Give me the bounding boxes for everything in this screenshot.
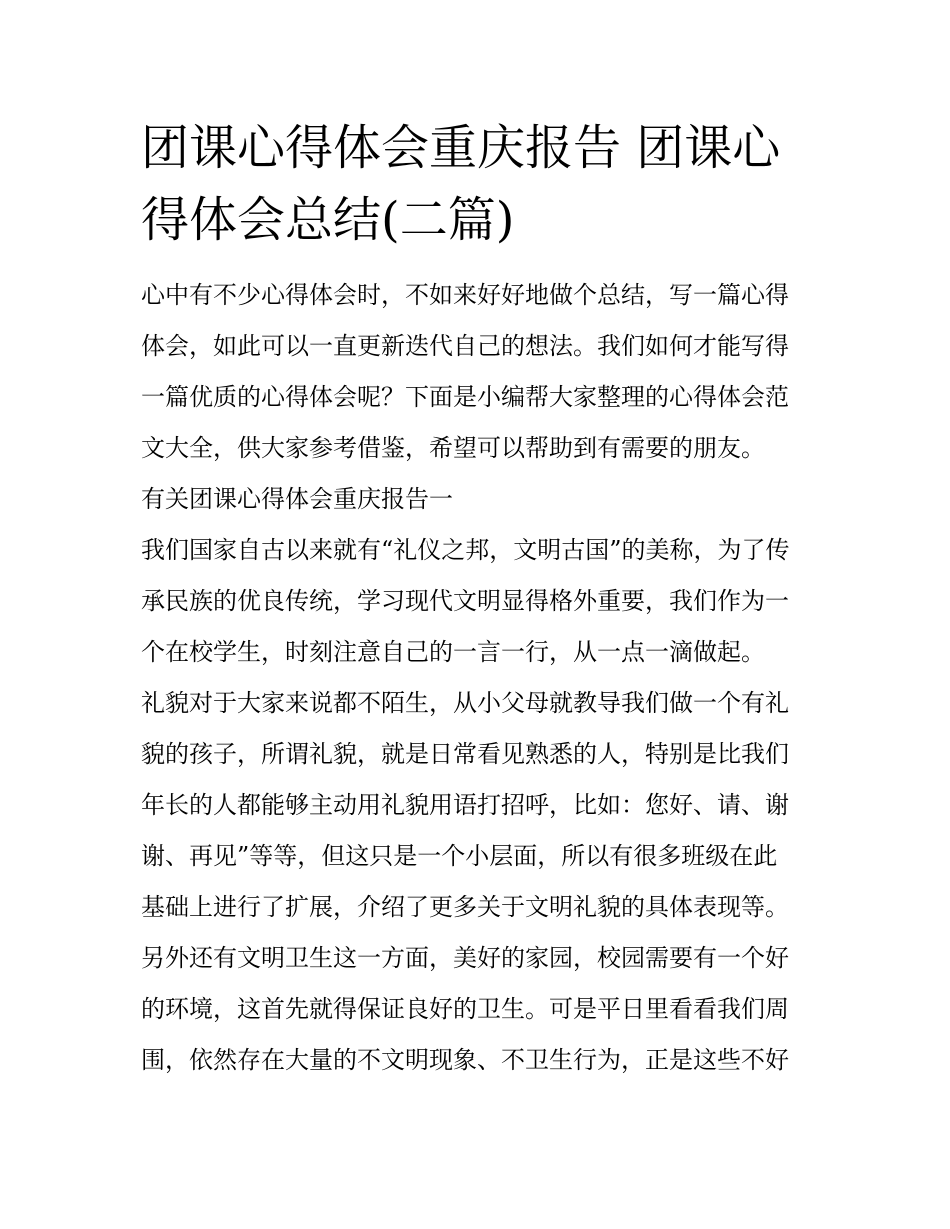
text-line: 年长的人都能够主动用礼貌用语打招呼，比如：您好、请、谢 [141, 791, 789, 819]
text-line: 个在校学生，时刻注意自己的一言一行，从一点一滴做起。 [141, 638, 765, 666]
intro-paragraph [141, 270, 813, 474]
text-line: 心中有不少心得体会时，不如来好好地做个总结，写一篇心得 [141, 281, 789, 309]
text-line: 有关团课心得体会重庆报告一 [141, 485, 453, 513]
body-paragraph [141, 525, 813, 678]
document-body [141, 112, 813, 1086]
text-line: 基础上进行了扩展，介绍了更多关于文明礼貌的具体表现等。 [141, 893, 789, 921]
text-line: 礼貌对于大家来说都不陌生，从小父母就教导我们做一个有礼 [141, 689, 789, 717]
section-heading [141, 474, 813, 525]
text-line: 承民族的优良传统，学习现代文明显得格外重要，我们作为一 [141, 587, 789, 615]
title-line: 团课心得体会重庆报告 团课心 [141, 120, 781, 176]
title-line: 得体会总结(二篇) [141, 192, 515, 248]
document-title [141, 112, 813, 256]
text-line: 围，依然存在大量的不文明现象、不卫生行为，正是这些不好 [141, 1046, 789, 1074]
text-line: 体会，如此可以一直更新迭代自己的想法。我们如何才能写得 [141, 332, 789, 360]
text-line: 的环境，这首先就得保证良好的卫生。可是平日里看看我们周 [141, 995, 789, 1023]
body-paragraph [141, 678, 813, 933]
text-line: 文大全，供大家参考借鉴，希望可以帮助到有需要的朋友。 [141, 434, 765, 462]
text-line: 我们国家自古以来就有“礼仪之邦，文明古国”的美称，为了传 [141, 536, 790, 564]
text-line: 谢、再见”等等，但这只是一个小层面，所以有很多班级在此 [141, 842, 778, 870]
text-line: 另外还有文明卫生这一方面，美好的家园，校园需要有一个好 [141, 944, 789, 972]
text-line: 一篇优质的心得体会呢？下面是小编帮大家整理的心得体会范 [141, 383, 789, 411]
body-paragraph [141, 933, 813, 1086]
text-line: 貌的孩子，所谓礼貌，就是日常看见熟悉的人，特别是比我们 [141, 740, 789, 768]
